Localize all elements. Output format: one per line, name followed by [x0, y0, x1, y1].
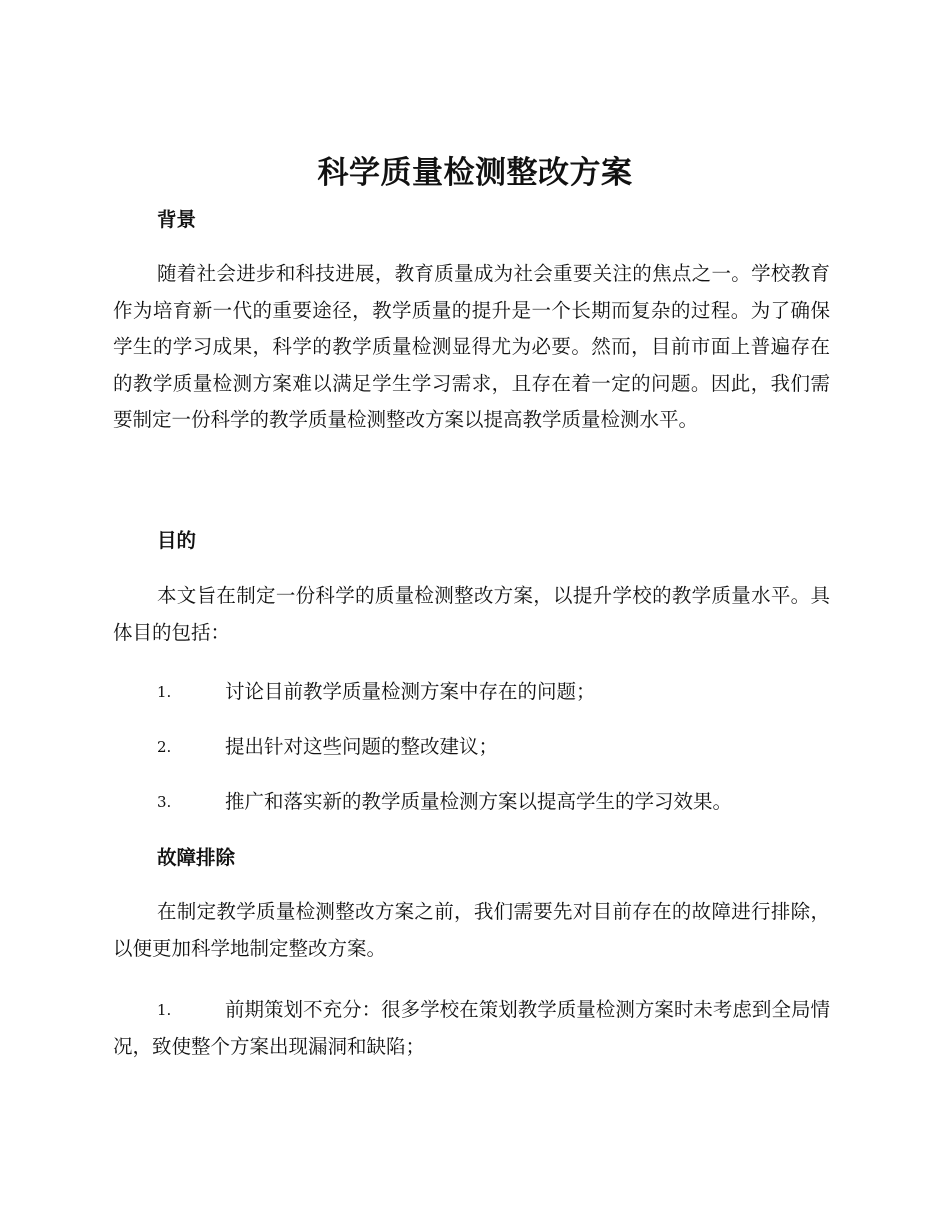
section-heading-background: 背景 — [157, 208, 197, 231]
section-heading-troubleshooting: 故障排除 — [157, 846, 236, 869]
list-item-text: 推广和落实新的教学质量检测方案以提高学生的学习效果。 — [225, 790, 733, 813]
list-item-number: 1. — [157, 1001, 172, 1019]
section-paragraph-purpose: 本文旨在制定一份科学的质量检测整改方案，以提升学校的教学质量水平。具体目的包括： — [113, 584, 830, 644]
section-heading-purpose: 目的 — [157, 529, 197, 552]
list-item-number: 3. — [157, 793, 172, 811]
list-item-number: 1. — [157, 683, 172, 701]
list-item — [113, 992, 830, 1065]
list-item — [113, 674, 830, 711]
section-paragraph-troubleshooting: 在制定教学质量检测整改方案之前，我们需要先对目前存在的故障进行排除，以便更加科学地制定整改方案。 — [113, 900, 830, 960]
list-item-text: 讨论目前教学质量检测方案中存在的问题； — [225, 680, 596, 703]
list-item — [113, 784, 830, 821]
list-item-number: 2. — [157, 738, 172, 756]
list-item — [113, 729, 830, 766]
section-paragraph-background: 随着社会进步和科技进展，教育质量成为社会重要关注的焦点之一。学校教育作为培育新一代的重要途径，教学质量的提升是一个长期而复杂的过程。为了确保学生的学习成果，科学的教学质量检测显得尤为必要。然而，目前市面上普遍存在的教学质量检测方案难以满足学生学习需求，且存在着一定的问题。因此，我们需要制定一份科学的教学质量检测整改方案以提高教学质量检测水平。 — [113, 262, 830, 432]
document-title: 科学质量检测整改方案 — [317, 155, 633, 191]
list-item-text: 提出针对这些问题的整改建议； — [225, 735, 499, 758]
list-item-text: 前期策划不充分：很多学校在策划教学质量检测方案时未考虑到全局情况，致使整个方案出现漏洞和缺陷； — [113, 998, 830, 1058]
